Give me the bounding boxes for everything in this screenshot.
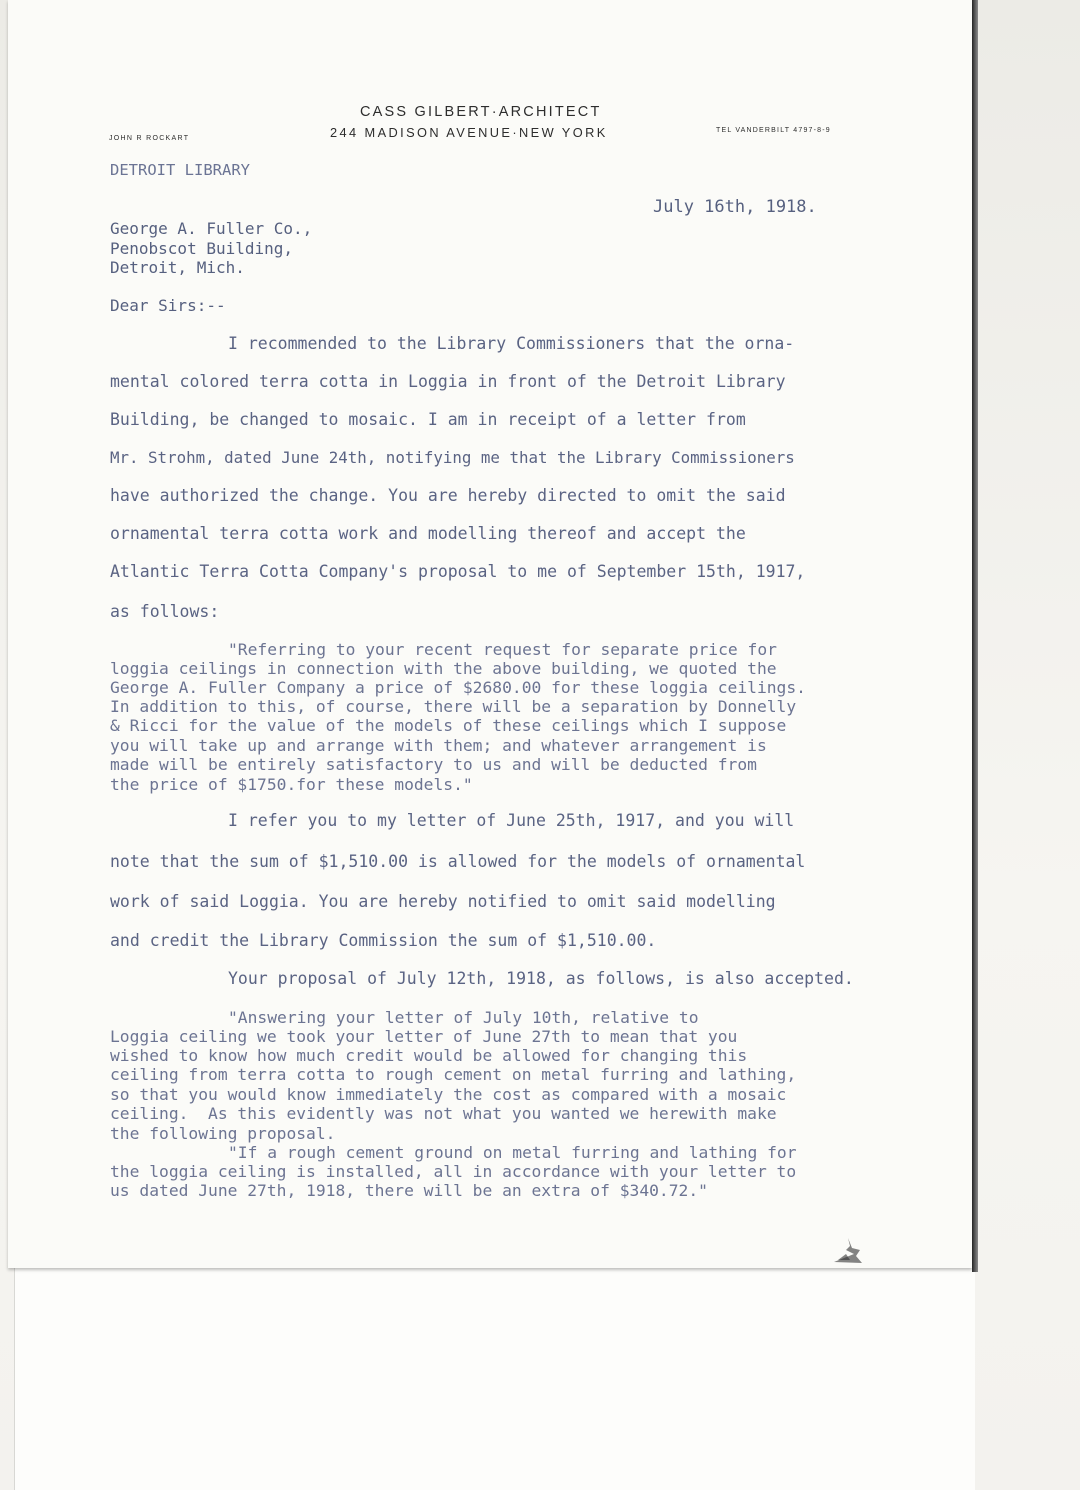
body-line: Building, be changed to mosaic. I am in receipt of a letter from	[110, 410, 746, 429]
recipient-line: George A. Fuller Co.,	[110, 219, 313, 238]
quote-line: the loggia ceiling is installed, all in accordance with your letter to	[110, 1162, 797, 1181]
body-line: ornamental terra cotta work and modelling thereof and accept the	[110, 524, 746, 543]
quote-line: "Referring to your recent request for separate price for	[228, 640, 777, 659]
quote-line: "Answering your letter of July 10th, relative to	[228, 1008, 699, 1027]
quote-line: the price of $1750.for these models."	[110, 775, 473, 794]
paper-damage-mark	[826, 1236, 870, 1266]
body-line: Your proposal of July 12th, 1918, as follows, is also accepted.	[228, 969, 854, 988]
salutation: Dear Sirs:--	[110, 296, 226, 315]
letterhead-address: 244 MADISON AVENUE·NEW YORK	[330, 125, 608, 140]
recipient-line: Detroit, Mich.	[110, 258, 245, 277]
quote-line: you will take up and arrange with them; and whatever arrangement is	[110, 736, 767, 755]
recipient-line: Penobscot Building,	[110, 239, 294, 258]
quote-line: ceiling from terra cotta to rough cement on metal furring and lathing,	[110, 1065, 797, 1084]
quote-line: George A. Fuller Company a price of $2680.00 for these loggia ceilings.	[110, 678, 806, 697]
body-line: I refer you to my letter of June 25th, 1917, and you will	[228, 811, 795, 830]
quote-line: In addition to this, of course, there will be a separation by Donnelly	[110, 697, 797, 716]
page-edge-shadow	[972, 0, 978, 1272]
quote-line: ceiling. As this evidently was not what you wanted we herewith make	[110, 1104, 777, 1123]
letter-date: July 16th, 1918.	[653, 197, 817, 217]
quote-line: so that you would know immediately the cost as compared with a mosaic	[110, 1085, 787, 1104]
body-line: note that the sum of $1,510.00 is allowed for the models of ornamental	[110, 852, 806, 871]
quote-line: wished to know how much credit would be allowed for changing this	[110, 1046, 748, 1065]
body-line: and credit the Library Commission the sum of $1,510.00.	[110, 931, 657, 950]
reference-line: DETROIT LIBRARY	[110, 161, 250, 179]
letter-page	[8, 0, 972, 1268]
body-line: Atlantic Terra Cotta Company's proposal to me of September 15th, 1917,	[110, 562, 806, 581]
body-line: have authorized the change. You are hereby directed to omit the said	[110, 486, 786, 505]
body-line: mental colored terra cotta in Loggia in front of the Detroit Library	[110, 372, 786, 391]
quote-line: us dated June 27th, 1918, there will be an extra of $340.72."	[110, 1181, 708, 1200]
quote-line: made will be entirely satisfactory to us and will be deducted from	[110, 755, 757, 774]
body-line: work of said Loggia. You are hereby notified to omit said modelling	[110, 892, 776, 911]
quote-line: the following proposal.	[110, 1124, 336, 1143]
body-line: Mr. Strohm, dated June 24th, notifying me that the Library Commissioners	[110, 448, 795, 467]
quote-line: loggia ceilings in connection with the above building, we quoted the	[110, 659, 777, 678]
letterhead-telephone: TEL VANDERBILT 4797-8-9	[716, 127, 831, 134]
quote-line: Loggia ceiling we took your letter of June 27th to mean that you	[110, 1027, 738, 1046]
body-line: as follows:	[110, 602, 220, 621]
body-line: I recommended to the Library Commissioners that the orna-	[228, 334, 795, 353]
letterhead-name: JOHN R ROCKART	[109, 135, 190, 142]
letterhead-title: CASS GILBERT·ARCHITECT	[360, 104, 602, 120]
quote-line: & Ricci for the value of the models of these ceilings which I suppose	[110, 716, 787, 735]
underlying-sheet	[14, 1268, 975, 1490]
quote-line: "If a rough cement ground on metal furring and lathing for	[228, 1143, 797, 1162]
